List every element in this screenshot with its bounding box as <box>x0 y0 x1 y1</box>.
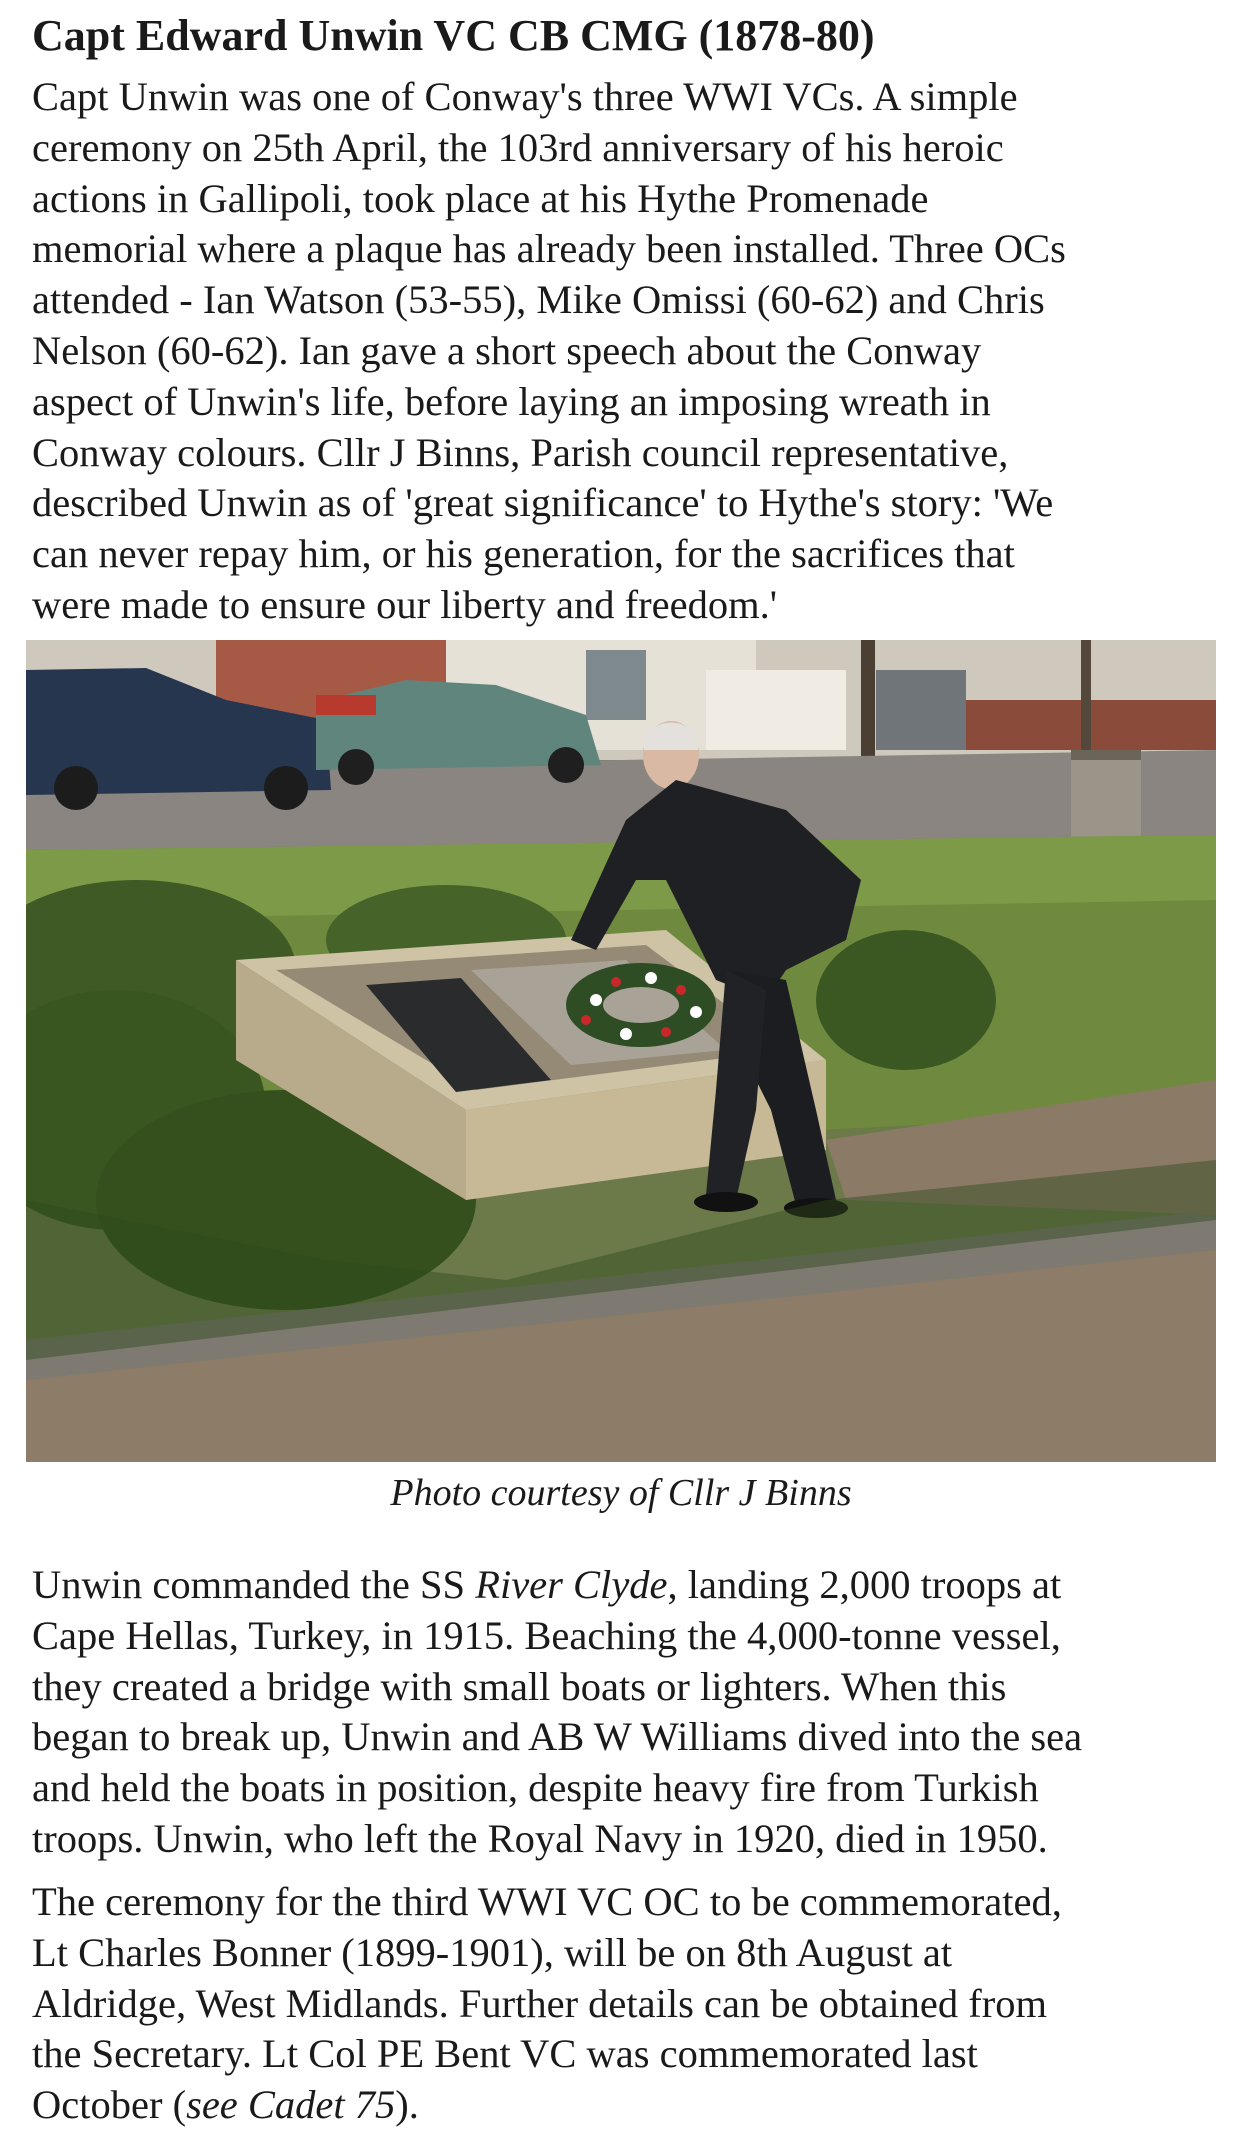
story-line: and held the boats in position, despite heavy fire from Turkish <box>32 1765 1039 1811</box>
intro-paragraph <box>32 72 1232 631</box>
story-line: Cape Hellas, Turkey, in 1915. Beaching the 4,000-tonne vessel, <box>32 1612 1061 1658</box>
intro-line: ceremony on 25th April, the 103rd anniversary of his heroic <box>32 124 1004 170</box>
photo-caption: Photo courtesy of Cllr J Binns <box>390 1472 852 1514</box>
intro-line: Nelson (60-62). Ian gave a short speech about the Conway <box>32 327 982 373</box>
intro-line: were made to ensure our liberty and freedom.' <box>32 581 777 627</box>
story-line-end: , landing 2,000 troops at <box>667 1562 1062 1607</box>
ceremony-line <box>32 2080 1232 2131</box>
story-line <box>32 1560 1232 1611</box>
intro-line: aspect of Unwin's life, before laying an imposing wreath in <box>32 378 991 424</box>
memorial-wreath-photo <box>26 640 1216 1462</box>
ceremony-paragraph <box>32 1877 1232 2131</box>
ceremony-line: Aldridge, West Midlands. Further details can be obtained from <box>32 1980 1048 2026</box>
intro-line: Capt Unwin was one of Conway's three WWI VCs. A simple <box>32 74 1018 119</box>
story-line: began to break up, Unwin and AB W Williams dived into the sea <box>32 1714 1083 1760</box>
intro-line: can never repay him, or his generation, for the sacrifices that <box>32 531 1015 577</box>
story-paragraph <box>32 1560 1232 1865</box>
cadet-reference: see Cadet 75 <box>186 2082 396 2128</box>
ceremony-line: The ceremony for the third WWI VC OC to be commemorated, <box>32 1879 1062 1924</box>
intro-line: Conway colours. Cllr J Binns, Parish council representative, <box>32 429 1009 475</box>
story-line-start: Unwin commanded the SS <box>32 1562 476 1607</box>
intro-line: attended - Ian Watson (53-55), Mike Omissi (60-62) and Chris <box>32 277 1045 323</box>
ceremony-line: Lt Charles Bonner (1899-1901), will be on 8th August at <box>32 1929 953 1975</box>
ceremony-last-end: ). <box>395 2082 419 2128</box>
story-line: troops. Unwin, who left the Royal Navy in 1920, died in 1950. <box>32 1815 1048 1861</box>
intro-line: actions in Gallipoli, took place at his Hythe Promenade <box>32 175 929 221</box>
ceremony-last-start: October ( <box>32 2082 187 2128</box>
intro-line: described Unwin as of 'great significance' to Hythe's story: 'We <box>32 480 1054 526</box>
ship-name: River Clyde <box>475 1562 668 1607</box>
intro-line: memorial where a plaque has already been installed. Three OCs <box>32 226 1066 272</box>
story-line: they created a bridge with small boats or lighters. When this <box>32 1663 1007 1709</box>
ceremony-line: the Secretary. Lt Col PE Bent VC was commemorated last <box>32 2031 978 2077</box>
article-heading: Capt Edward Unwin VC CB CMG (1878-80) <box>32 11 875 60</box>
